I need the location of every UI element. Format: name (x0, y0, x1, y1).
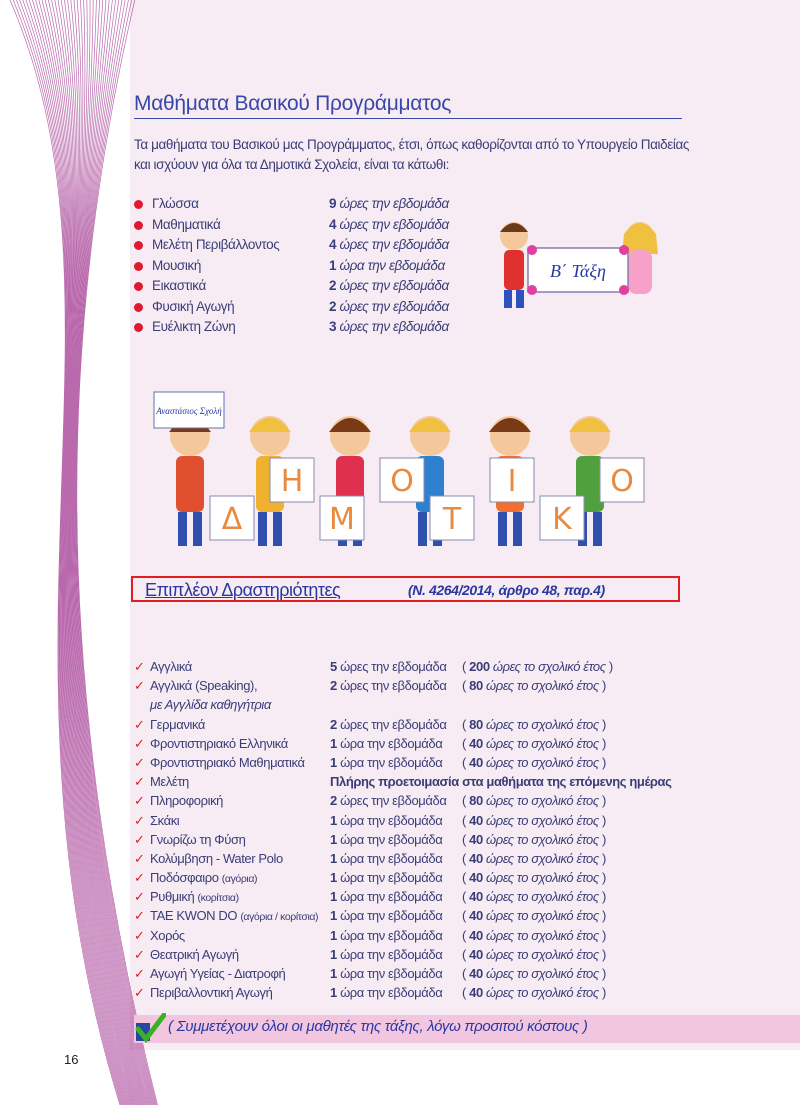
yearly-unit: ώρες το σχολικό έτος (492, 659, 606, 674)
subject-hours (329, 196, 449, 211)
activity-qualifier: (αγόρια) (221, 873, 258, 886)
hours-number: 5 (330, 659, 337, 674)
letter-bottom: Δ (221, 502, 243, 537)
activity-label: Φροντιστηριακό Μαθηματικά (150, 754, 305, 770)
hours-number: 1 (330, 870, 337, 886)
hours-number: 9 (329, 196, 337, 211)
activity-name (150, 736, 288, 751)
hours-unit: ώρες την εβδομάδα (339, 196, 449, 211)
check-icon: ✓ (134, 966, 145, 981)
hours-unit: ώρα την εβδομάδα (340, 870, 443, 886)
yearly-number: 40 (469, 985, 483, 1001)
hours-number: 2 (330, 716, 337, 732)
activity-name (150, 985, 272, 1000)
activity-note: Πλήρης προετοιμασία στα μαθήματα της επόμενης ημέρας (330, 774, 672, 790)
activity-hours (330, 813, 442, 828)
footer-note: ( Συμμετέχουν όλοι οι μαθητές της τάξης, λόγω προσιτού κόστους ) (168, 1018, 588, 1035)
yearly-unit: ώρες το σχολικό έτος (486, 735, 599, 751)
activity-name (150, 889, 239, 904)
yearly-unit: ώρες το σχολικό έτος (486, 754, 599, 770)
subject-name: Εικαστικά (152, 278, 206, 293)
yearly-unit: ώρες το σχολικό έτος (486, 985, 599, 1001)
hours-unit: ώρες την εβδομάδα (340, 659, 447, 674)
yearly-unit: ώρες το σχολικό έτος (486, 889, 599, 905)
activity-name (150, 678, 257, 693)
hours-number: 1 (330, 966, 337, 981)
law-reference: (Ν. 4264/2014, άρθρο 48, παρ.4) (408, 582, 605, 598)
hours-number: 2 (329, 298, 337, 314)
yearly-number: 200 (469, 659, 490, 674)
yearly-number: 40 (469, 870, 483, 886)
activity-label: Γερμανικά (150, 716, 206, 732)
activity-label: Αγγλικά (Speaking), (150, 678, 258, 694)
check-icon: ✓ (134, 812, 145, 828)
yearly-unit: ώρες το σχολικό έτος (486, 793, 599, 809)
activity-label: TAE KWON DO (150, 908, 238, 924)
bullet-icon (134, 241, 143, 250)
subject-hours (329, 319, 449, 334)
check-icon: ✓ (134, 659, 145, 674)
activity-hours (330, 678, 446, 693)
activity-label: Περιβαλλοντική Αγωγή (150, 985, 273, 1001)
subject-hours (329, 217, 449, 232)
hours-unit: ώρες την εβδομάδα (339, 319, 449, 334)
bullet-icon (134, 221, 143, 230)
hours-number: 4 (329, 216, 337, 232)
letter-top: Ι (507, 464, 517, 499)
intro-paragraph: Τα μαθήματα του Βασικού μας Προγράμματος, έτσι, όπως καθορίζονται από το Υπουργείο Παιδείας και ισχύουν για όλα τα Δημοτικά Σχολεία, είναι τα κάτωθι: (134, 137, 689, 172)
activity-name (150, 774, 189, 789)
activity-yearly: ( 80 ώρες το σχολικό έτος ) (462, 716, 606, 732)
hours-unit: ώρα την εβδομάδα (340, 850, 443, 866)
hours-unit: ώρες την εβδομάδα (340, 793, 447, 809)
letter-bottom: Τ (442, 502, 462, 537)
bullet-icon (134, 282, 143, 291)
hours-number: 1 (330, 831, 337, 847)
yearly-number: 40 (469, 831, 483, 847)
subject-name: Γλώσσα (152, 196, 199, 211)
subject-hours (329, 237, 449, 252)
activity-hours (330, 966, 442, 981)
activity-name (150, 793, 223, 808)
letter-bottom: Κ (552, 502, 572, 537)
hours-unit: ώρα την εβδομάδα (340, 735, 443, 751)
activity-hours (330, 928, 442, 943)
activity-label: Ποδόσφαιρο (150, 870, 219, 886)
yearly-number: 40 (469, 908, 483, 924)
activity-yearly: ( 80 ώρες το σχολικό έτος ) (462, 793, 606, 809)
hours-unit: ώρα την εβδομάδα (340, 889, 443, 905)
subject-name: Μουσική (152, 257, 201, 273)
activity-name (150, 851, 283, 866)
yearly-unit: ώρες το σχολικό έτος (486, 812, 599, 828)
class-badge-label: Β΄ Τάξη (550, 261, 606, 281)
check-icon: ✓ (134, 716, 145, 732)
activity-yearly: ( 40 ώρες το σχολικό έτος ) (462, 870, 606, 886)
bullet-icon (134, 303, 143, 312)
hours-number: 4 (329, 237, 337, 252)
hours-unit: ώρες την εβδομάδα (340, 678, 447, 694)
activity-yearly: ( 40 ώρες το σχολικό έτος ) (462, 889, 606, 905)
activity-yearly: ( 200 ώρες το σχολικό έτος ) (462, 659, 613, 674)
subject-name: Φυσική Αγωγή (152, 298, 235, 314)
hours-unit: ώρες την εβδομάδα (340, 716, 447, 732)
hours-unit: ώρες την εβδομάδα (339, 298, 449, 314)
yearly-unit: ώρες το σχολικό έτος (486, 716, 599, 732)
hours-unit: ώρα την εβδομάδα (340, 966, 443, 981)
check-icon: ✓ (134, 678, 145, 694)
activity-hours (330, 851, 442, 866)
activity-qualifier: (κορίτσια) (197, 892, 239, 905)
subject-name: Μαθηματικά (152, 216, 221, 232)
activity-yearly: ( 80 ώρες το σχολικό έτος ) (462, 678, 606, 694)
school-sign (154, 392, 224, 428)
activity-hours (330, 985, 442, 1000)
letter-top: Ο (610, 464, 634, 499)
yearly-number: 40 (469, 754, 483, 770)
subject-name: Μελέτη Περιβάλλοντος (152, 237, 280, 252)
yearly-number: 80 (469, 793, 483, 809)
yearly-number: 40 (469, 850, 483, 866)
yearly-unit: ώρες το σχολικό έτος (486, 870, 599, 886)
activity-label: Γνωρίζω τη Φύση (150, 831, 246, 847)
yearly-number: 40 (469, 966, 483, 981)
activity-yearly: ( 40 ώρες το σχολικό έτος ) (462, 908, 606, 924)
activity-name (150, 908, 318, 923)
activity-label: Χορός (150, 927, 185, 943)
activity-label: Μελέτη (150, 774, 189, 790)
page-title: Μαθήματα Βασικού Προγράμματος (134, 92, 682, 119)
activity-yearly: ( 40 ώρες το σχολικό έτος ) (462, 946, 606, 962)
activity-name (150, 870, 257, 885)
yearly-unit: ώρες το σχολικό έτος (486, 927, 599, 943)
bullet-icon (134, 200, 143, 209)
bullet-icon (134, 262, 143, 271)
yearly-number: 40 (469, 927, 483, 943)
hours-unit: ώρα την εβδομάδα (340, 812, 443, 828)
hours-number: 1 (330, 889, 337, 905)
activity-label: Σκάκι (150, 812, 180, 828)
check-icon: ✓ (134, 946, 145, 962)
class-badge-illustration (492, 214, 662, 314)
check-icon: ✓ (134, 754, 145, 770)
check-icon: ✓ (134, 908, 145, 924)
hours-number: 1 (330, 812, 337, 828)
hours-number: 1 (330, 850, 337, 866)
school-sign-text: Αναστάσιος Σχολή (156, 406, 222, 416)
yearly-unit: ώρες το σχολικό έτος (486, 678, 599, 694)
activity-label: Κολύμβηση - Water Polo (150, 850, 283, 866)
hours-number: 1 (330, 985, 337, 1001)
activity-name (150, 928, 185, 943)
yearly-number: 80 (469, 678, 483, 694)
activity-hours (330, 832, 442, 847)
activity-name (150, 966, 285, 981)
activity-yearly: ( 40 ώρες το σχολικό έτος ) (462, 812, 606, 828)
activity-name (150, 717, 205, 732)
check-icon: ✓ (134, 735, 145, 751)
extra-activities-title: Επιπλέον Δραστηριότητες (145, 580, 341, 600)
check-icon: ✓ (134, 889, 145, 905)
activity-yearly: ( 40 ώρες το σχολικό έτος ) (462, 831, 606, 847)
page-number: 16 (64, 1052, 79, 1067)
cartoon-kid (169, 416, 211, 546)
check-icon: ✓ (134, 831, 145, 847)
activity-yearly: ( 40 ώρες το σχολικό έτος ) (462, 985, 606, 1001)
dimotiko-kids-illustration (150, 388, 670, 558)
check-icon: ✓ (134, 927, 145, 943)
letter-bottom: Μ (329, 502, 355, 537)
activity-yearly: ( 40 ώρες το σχολικό έτος ) (462, 850, 606, 866)
hours-number: 1 (329, 257, 337, 273)
hours-number: 1 (330, 946, 337, 962)
yearly-number: 40 (469, 812, 483, 828)
check-icon: ✓ (134, 774, 145, 790)
check-icon: ✓ (134, 870, 145, 886)
yearly-unit: ώρες το σχολικό έτος (486, 946, 599, 962)
activity-label: Αγωγή Υγείας - Διατροφή (150, 966, 286, 981)
activity-yearly: ( 40 ώρες το σχολικό έτος ) (462, 966, 606, 981)
hours-unit: ώρα την εβδομάδα (340, 908, 443, 924)
hours-unit: ώρα την εβδομάδα (340, 946, 443, 962)
subject-hours (329, 299, 449, 314)
extra-activities-header (131, 576, 680, 602)
subject-hours (329, 258, 445, 273)
activity-hours (330, 889, 442, 904)
activity-name (150, 659, 192, 674)
letter-top: Η (280, 464, 304, 499)
hours-unit: ώρα την εβδομάδα (340, 985, 443, 1001)
yearly-unit: ώρες το σχολικό έτος (486, 831, 599, 847)
activity-label: Θεατρική Αγωγή (150, 946, 239, 962)
hours-unit: ώρες την εβδομάδα (339, 237, 449, 252)
hours-number: 1 (330, 908, 337, 924)
hours-number: 2 (330, 678, 337, 694)
activity-yearly: ( 40 ώρες το σχολικό έτος ) (462, 754, 606, 770)
yearly-number: 40 (469, 889, 483, 905)
bullet-icon (134, 323, 143, 332)
activity-label: Φροντιστηριακό Ελληνικά (150, 735, 288, 751)
activity-hours (330, 793, 446, 808)
activity-hours (330, 736, 442, 751)
activity-subnote: με Αγγλίδα καθηγήτρια (150, 697, 271, 713)
activity-qualifier: (αγόρια / κορίτσια) (240, 911, 319, 924)
activity-name (150, 947, 239, 962)
activity-name (150, 813, 179, 828)
activity-hours (330, 659, 446, 674)
hours-number: 1 (330, 735, 337, 751)
hours-unit: ώρα την εβδομάδα (340, 927, 443, 943)
activity-hours (330, 908, 442, 923)
yearly-number: 80 (469, 716, 483, 732)
letter-top: Ο (390, 464, 414, 499)
hours-number: 1 (330, 927, 337, 943)
check-icon: ✓ (134, 793, 145, 809)
hours-unit: ώρες την εβδομάδα (339, 216, 449, 232)
hours-number: 2 (329, 278, 337, 293)
activity-label: Ρυθμική (150, 889, 195, 905)
hours-unit: ώρα την εβδομάδα (340, 831, 443, 847)
activity-hours (330, 755, 442, 770)
subject-name: Ευέλικτη Ζώνη (152, 319, 236, 334)
hours-unit: ώρες την εβδομάδα (339, 278, 449, 293)
yearly-unit: ώρες το σχολικό έτος (486, 850, 599, 866)
check-icon: ✓ (134, 850, 145, 866)
hours-number: 1 (330, 754, 337, 770)
hours-number: 3 (329, 319, 337, 334)
activity-label: Πληροφορική (150, 793, 224, 809)
yearly-number: 40 (469, 946, 483, 962)
hours-unit: ώρα την εβδομάδα (339, 257, 445, 273)
activity-hours (330, 870, 442, 885)
yearly-unit: ώρες το σχολικό έτος (486, 966, 599, 981)
check-icon: ✓ (134, 985, 145, 1001)
activity-yearly: ( 40 ώρες το σχολικό έτος ) (462, 735, 606, 751)
subject-hours (329, 278, 449, 293)
check-mark-icon (134, 1013, 166, 1043)
hours-number: 2 (330, 793, 337, 809)
yearly-unit: ώρες το σχολικό έτος (486, 908, 599, 924)
activity-hours (330, 717, 446, 732)
hours-unit: ώρα την εβδομάδα (340, 754, 443, 770)
activity-name (150, 755, 305, 770)
activity-hours (330, 947, 442, 962)
activity-yearly: ( 40 ώρες το σχολικό έτος ) (462, 927, 606, 943)
activity-name (150, 832, 245, 847)
yearly-number: 40 (469, 735, 483, 751)
activity-label: Αγγλικά (150, 659, 192, 674)
